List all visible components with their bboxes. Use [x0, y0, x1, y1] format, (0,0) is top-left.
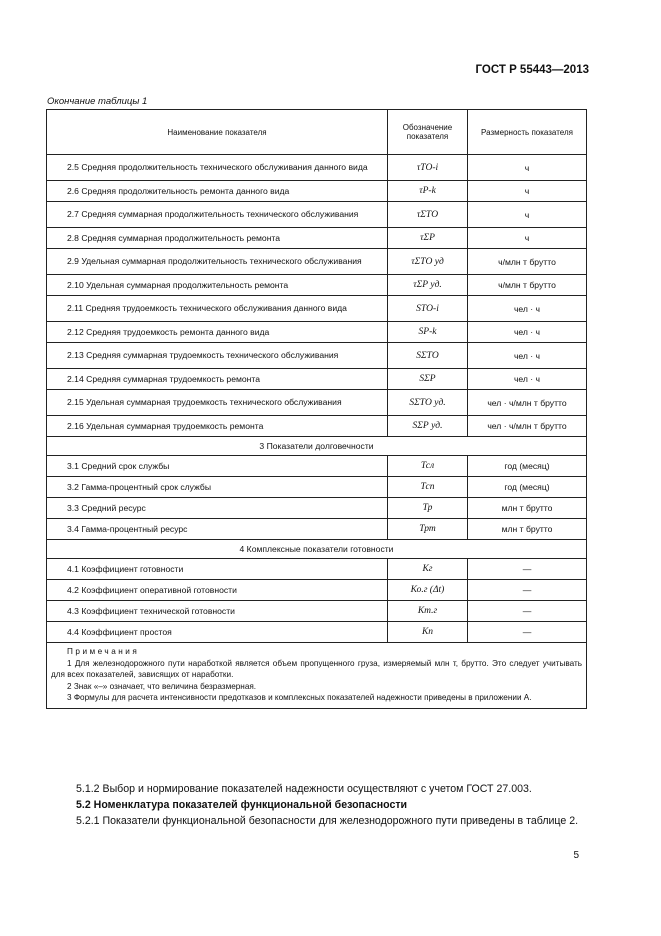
- indicator-unit: —: [468, 601, 587, 622]
- indicator-name-text: 2.16 Удельная суммарная трудоемкость ремонта: [67, 420, 264, 431]
- indicator-symbol: τТО-i: [388, 155, 468, 181]
- indicator-name: [47, 228, 388, 249]
- indicator-symbol: SΣР уд.: [388, 416, 468, 437]
- indicator-symbol: Кт.г: [388, 601, 468, 622]
- section-title: 3 Показатели долговечности: [47, 437, 587, 456]
- header-symbol: Обозначение показателя: [388, 110, 468, 155]
- table-row: [47, 228, 587, 249]
- table-header-row: [47, 110, 587, 155]
- table-row: [47, 181, 587, 202]
- indicator-name-text: 2.8 Средняя суммарная продолжительность ремонта: [67, 232, 281, 243]
- table-row: [47, 296, 587, 322]
- table-row: [47, 322, 587, 343]
- indicator-name: [47, 322, 388, 343]
- notes: [47, 643, 587, 709]
- table-row: [47, 559, 587, 580]
- indicator-name-text: 4.3 Коэффициент технической готовности: [67, 605, 235, 616]
- indicator-name: [47, 369, 388, 390]
- document-code: ГОСТ Р 55443—2013: [475, 64, 589, 76]
- heading-5-2: 5.2 Номенклатура показателей функциональной безопасности: [76, 799, 408, 811]
- indicator-unit: год (месяц): [468, 456, 587, 477]
- indicator-name: [47, 622, 388, 643]
- notes-row: [47, 643, 587, 709]
- indicator-name-text: 2.14 Средняя суммарная трудоемкость ремонта: [67, 373, 261, 384]
- table-row: [47, 155, 587, 181]
- indicator-name: [47, 601, 388, 622]
- indicator-unit: ч: [468, 202, 587, 228]
- indicator-unit: ч: [468, 155, 587, 181]
- note-item: 3 Формулы для расчета интенсивности предотказов и комплексных показателей надежности приведены в приложении А.: [67, 693, 532, 702]
- indicator-unit: год (месяц): [468, 477, 587, 498]
- indicator-name: [47, 202, 388, 228]
- indicator-symbol: Тр: [388, 498, 468, 519]
- indicator-unit: чел · ч: [468, 369, 587, 390]
- indicator-name-text: 2.15 Удельная суммарная трудоемкость технического обслуживания: [67, 397, 342, 407]
- header-name: Наименование показателя: [47, 110, 388, 155]
- indicator-name-text: 2.6 Средняя продолжительность ремонта данного вида: [67, 185, 290, 196]
- page-number: 5: [573, 850, 579, 861]
- table-row: [47, 580, 587, 601]
- table-row: [47, 416, 587, 437]
- indicator-unit: —: [468, 580, 587, 601]
- notes-title: Примечания: [67, 647, 140, 656]
- table-row: [47, 477, 587, 498]
- table-row: [47, 601, 587, 622]
- indicator-name-text: 4.4 Коэффициент простоя: [67, 626, 172, 637]
- table-row: [47, 275, 587, 296]
- indicator-symbol: Ко.г (Δt): [388, 580, 468, 601]
- table-row: [47, 369, 587, 390]
- note-item: 2 Знак «–» означает, что величина безразмерная.: [67, 681, 257, 691]
- indicator-unit: млн т брутто: [468, 498, 587, 519]
- indicator-name: [47, 519, 388, 540]
- indicator-symbol: SТО-i: [388, 296, 468, 322]
- indicator-unit: млн т брутто: [468, 519, 587, 540]
- table-row: [47, 622, 587, 643]
- indicator-unit: ч/млн т брутто: [468, 275, 587, 296]
- table-row: [47, 390, 587, 416]
- indicator-unit: —: [468, 559, 587, 580]
- table-caption: Окончание таблицы 1: [47, 96, 148, 107]
- section-title: 4 Комплексные показатели готовности: [47, 540, 587, 559]
- indicator-name-text: 4.2 Коэффициент оперативной готовности: [67, 584, 237, 595]
- indicator-name-text: 2.13 Средняя суммарная трудоемкость технического обслуживания: [67, 350, 339, 360]
- indicator-symbol: SΣТО уд.: [388, 390, 468, 416]
- table-row: [47, 519, 587, 540]
- section-row-availability: [47, 540, 587, 559]
- indicator-name: [47, 249, 388, 275]
- indicator-name-text: 3.1 Средний срок службы: [67, 460, 170, 471]
- table-row: [47, 343, 587, 369]
- indicator-name: [47, 181, 388, 202]
- indicator-name: [47, 580, 388, 601]
- indicator-name: [47, 155, 388, 181]
- indicator-unit: чел · ч: [468, 343, 587, 369]
- section-row-durability: [47, 437, 587, 456]
- indicator-name: [47, 456, 388, 477]
- indicator-unit: чел · ч: [468, 322, 587, 343]
- indicator-name: [47, 343, 388, 369]
- indicator-unit: ч: [468, 181, 587, 202]
- indicator-name-text: 3.2 Гамма-процентный срок службы: [67, 481, 212, 492]
- indicator-name-text: 3.4 Гамма-процентный ресурс: [67, 523, 188, 534]
- indicator-unit: ч/млн т брутто: [468, 249, 587, 275]
- indicator-symbol: Кг: [388, 559, 468, 580]
- indicator-unit: ч: [468, 228, 587, 249]
- indicator-name: [47, 498, 388, 519]
- note-item: 1 Для железнодорожного пути наработкой является объем пропущенного груза, измеряемый млн т, брутто. Это следует учитывать для всех показателей, зависящих от наработки.: [51, 658, 582, 679]
- table-row: [47, 249, 587, 275]
- indicator-name: [47, 477, 388, 498]
- header-unit: Размерность показателя: [468, 110, 587, 155]
- indicator-unit: чел · ч/млн т брутто: [468, 416, 587, 437]
- indicator-name: [47, 275, 388, 296]
- table-row: [47, 456, 587, 477]
- indicator-symbol: τΣТО: [388, 202, 468, 228]
- indicator-unit: чел · ч: [468, 296, 587, 322]
- indicator-name-text: 4.1 Коэффициент готовности: [67, 563, 184, 574]
- indicator-symbol: τР-k: [388, 181, 468, 202]
- indicator-name-text: 2.11 Средняя трудоемкость технического обслуживания данного вида: [67, 303, 347, 313]
- reliability-indicators-table: [46, 109, 587, 709]
- indicator-name-text: 2.7 Средняя суммарная продолжительность технического обслуживания: [67, 209, 359, 219]
- table-row: [47, 202, 587, 228]
- indicator-unit: —: [468, 622, 587, 643]
- indicator-name: [47, 296, 388, 322]
- indicator-symbol: τΣР уд.: [388, 275, 468, 296]
- indicator-name-text: 2.10 Удельная суммарная продолжительность ремонта: [67, 279, 289, 290]
- indicator-symbol: Тсп: [388, 477, 468, 498]
- paragraph-5-2-1: 5.2.1 Показатели функциональной безопасности для железнодорожного пути приведены в таблице 2.: [76, 815, 579, 827]
- indicator-name: [47, 416, 388, 437]
- indicator-name: [47, 390, 388, 416]
- indicator-symbol: SР-k: [388, 322, 468, 343]
- indicator-symbol: Тсл: [388, 456, 468, 477]
- indicator-symbol: Кп: [388, 622, 468, 643]
- indicator-name-text: 3.3 Средний ресурс: [67, 502, 146, 513]
- indicator-name-text: 2.12 Средняя трудоемкость ремонта данного вида: [67, 326, 270, 337]
- indicator-symbol: SΣТО: [388, 343, 468, 369]
- indicator-symbol: τΣР: [388, 228, 468, 249]
- indicator-symbol: SΣР: [388, 369, 468, 390]
- indicator-symbol: τΣТО уд: [388, 249, 468, 275]
- indicator-name: [47, 559, 388, 580]
- indicator-name-text: 2.9 Удельная суммарная продолжительность технического обслуживания: [67, 256, 362, 266]
- indicator-name-text: 2.5 Средняя продолжительность технического обслуживания данного вида: [67, 162, 368, 172]
- indicator-symbol: Трт: [388, 519, 468, 540]
- table-row: [47, 498, 587, 519]
- paragraph-5-1-2: 5.1.2 Выбор и нормирование показателей надежности осуществляют с учетом ГОСТ 27.003.: [76, 783, 532, 795]
- indicator-unit: чел · ч/млн т брутто: [468, 390, 587, 416]
